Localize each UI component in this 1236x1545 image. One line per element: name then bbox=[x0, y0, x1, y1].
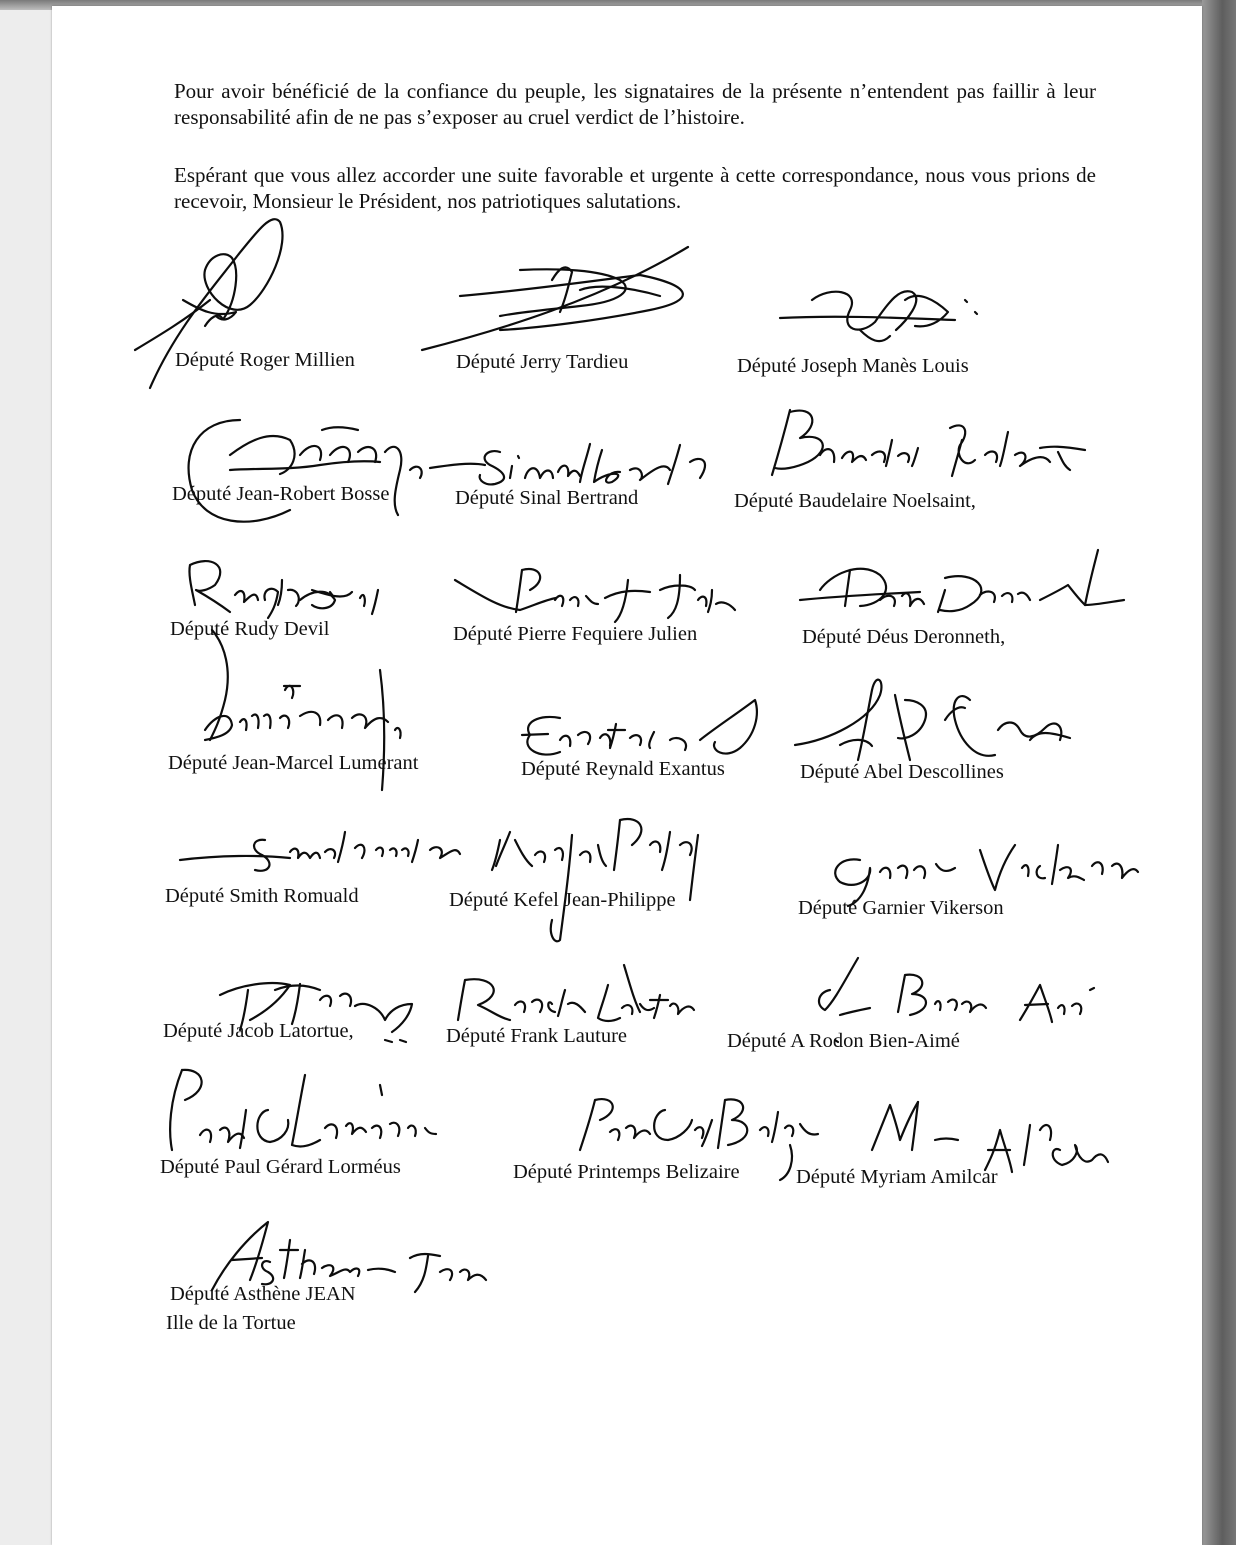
signatory-label: Député Baudelaire Noelsaint, bbox=[734, 490, 976, 512]
closing-paragraph-1: Pour avoir bénéficié de la confiance du peuple, les signataires de la présente n’entendent pas faillir à leur responsabilité afin de ne pas s’exposer au cruel verdict de l’histoire. bbox=[174, 79, 1096, 129]
signatory-label: Député Printemps Belizaire bbox=[513, 1161, 740, 1183]
signatory-label: Député A Rodon Bien-Aimé bbox=[727, 1030, 960, 1052]
signatory-label: Député Jacob Latortue, bbox=[163, 1020, 354, 1042]
signatory-label: Député Roger Millien bbox=[175, 349, 355, 371]
signatory-label: Député Joseph Manès Louis bbox=[737, 355, 969, 377]
signatory-label: Député Sinal Bertrand bbox=[455, 487, 639, 509]
signatory-label: Député Jean-Marcel Lumerant bbox=[168, 752, 419, 774]
signatory-constituency: Ille de la Tortue bbox=[166, 1312, 296, 1334]
scan-right-edge bbox=[1202, 0, 1236, 1545]
signatory-label: Député Asthène JEAN bbox=[170, 1283, 356, 1305]
signatory-label: Député Rudy Devil bbox=[170, 618, 330, 640]
signatory-label: Député Reynald Exantus bbox=[521, 758, 725, 780]
signatory-label: Député Frank Lauture bbox=[446, 1025, 628, 1047]
signatory-label: Député Pierre Fequiere Julien bbox=[453, 623, 698, 645]
signatory-label: Député Paul Gérard Lorméus bbox=[160, 1156, 401, 1178]
closing-paragraph-2: Espérant que vous allez accorder une suite favorable et urgente à cette correspondance, nous vous prions de recevoir, Monsieur le Président, nos patriotiques salutations. bbox=[174, 163, 1096, 213]
signatory-label: Député Kefel Jean-Philippe bbox=[449, 889, 676, 911]
signatory-label: Député Smith Romuald bbox=[165, 885, 359, 907]
signatory-label: Député Garnier Vikerson bbox=[798, 897, 1004, 919]
signatory-label: Député Jerry Tardieu bbox=[456, 351, 629, 373]
signatory-label: Député Abel Descollines bbox=[800, 761, 1004, 783]
signatory-label: Député Myriam Amilcar bbox=[796, 1166, 998, 1188]
signatory-label: Député Jean-Robert Bosse bbox=[172, 483, 390, 505]
signatory-label: Député Déus Deronneth, bbox=[802, 626, 1006, 648]
